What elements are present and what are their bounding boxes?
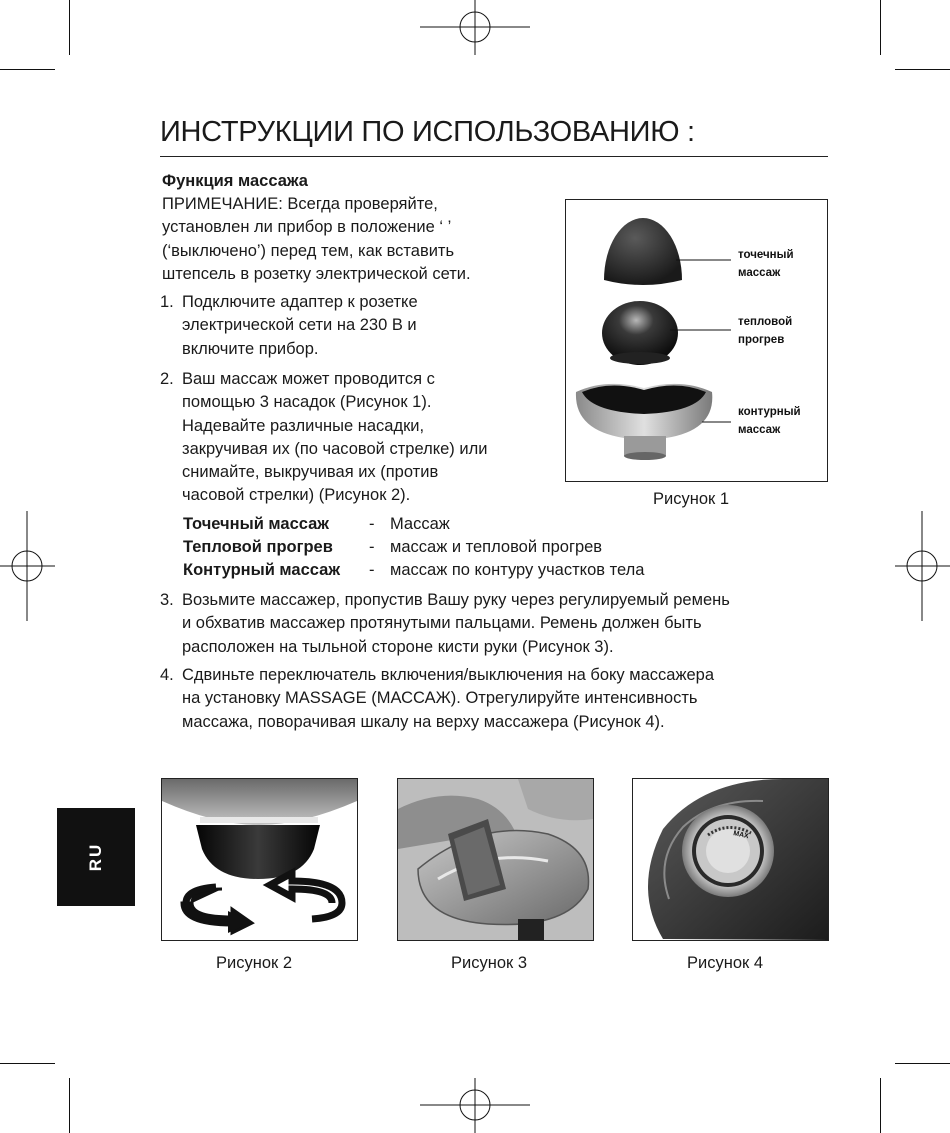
attachment-dash: -: [369, 515, 375, 533]
step-line: Надевайте различные насадки,: [182, 416, 425, 435]
step-line: закручивая их (по часовой стрелке) или: [182, 439, 488, 458]
attachment-description: массаж и тепловой прогрев: [390, 538, 603, 556]
figure-4: [632, 778, 829, 941]
section-heading: Функция массажа: [162, 172, 308, 190]
registration-mark-left: [0, 511, 55, 621]
step-line: часовой стрелки) (Рисунок 2).: [182, 486, 411, 505]
attachment-dash: -: [369, 561, 375, 579]
page-title: ИНСТРУКЦИИ ПО ИСПОЛЬЗОВАНИЮ :: [160, 116, 695, 148]
figure-4-caption: Рисунок 4: [687, 954, 763, 972]
figure-1-caption: Рисунок 1: [653, 490, 729, 508]
intensity-dial-illustration: [633, 779, 828, 940]
step-line: Ваш массаж может проводится с: [182, 370, 435, 388]
step-line: расположен на тыльной стороне кисти руки (Рисунок 3).: [182, 637, 614, 656]
figure-1: [565, 199, 828, 482]
step-line: и обхватив массажер протянутыми пальцами. Ремень должен быть: [182, 614, 702, 633]
step-number: 1.: [160, 293, 174, 311]
step-number: 4.: [160, 666, 174, 684]
registration-mark-bottom: [420, 1078, 530, 1133]
step-line: помощью 3 насадок (Рисунок 1).: [182, 393, 432, 412]
figure-1-label: [738, 403, 801, 439]
attachment-name: Контурный массаж: [183, 561, 341, 579]
step-line: на установку MASSAGE (МАССАЖ). Отрегулируйте интенсивность: [182, 689, 698, 708]
figure-3-caption: Рисунок 3: [451, 954, 527, 972]
label-line: массаж: [738, 424, 781, 436]
rotate-arrow-icon: [270, 873, 342, 919]
registration-mark-top: [420, 0, 530, 55]
label-line: контурный: [738, 406, 801, 418]
attachment-name: Точечный массаж: [183, 515, 330, 533]
figure-1-label: [738, 313, 792, 349]
point-massage-head: [604, 218, 682, 285]
label-line: точечный: [738, 249, 794, 261]
hand-strap-illustration: [398, 779, 593, 940]
language-code: RU: [86, 842, 105, 872]
step-line: Сдвиньте переключатель включения/выключения на боку массажера: [182, 666, 715, 684]
note-line: установлен ли прибор в положение ‘ ’: [162, 218, 452, 237]
step-line: массажа, поворачивая шкалу на верху массажера (Рисунок 4).: [182, 712, 665, 731]
step-line: Подключите адаптер к розетке: [182, 293, 418, 311]
step-line: снимайте, выкручивая их (против: [182, 463, 439, 482]
figure-1-label: [738, 246, 794, 282]
figure-2-caption: Рисунок 2: [216, 954, 292, 972]
label-line: прогрев: [738, 334, 785, 346]
title-divider: [160, 156, 828, 157]
note-line: штепсель в розетку электрической сети.: [162, 264, 471, 283]
dial-max-label: MAX: [732, 830, 750, 841]
step-line: электрической сети на 230 В и: [182, 316, 417, 335]
figure-2: [161, 778, 358, 941]
attachment-description: Массаж: [390, 515, 450, 533]
language-tab: [57, 808, 135, 906]
note-line: (‘выключено’) перед тем, как вставить: [162, 241, 455, 260]
attachment-description: массаж по контуру участков тела: [390, 561, 645, 579]
step-number: 2.: [160, 370, 174, 388]
step-line: включите прибор.: [182, 339, 319, 358]
label-line: массаж: [738, 267, 781, 279]
attachment-name: Тепловой прогрев: [183, 538, 333, 556]
note-text: [162, 193, 471, 286]
attachment-dash: -: [369, 538, 375, 556]
attach-rotation-illustration: [162, 779, 357, 940]
registration-mark-right: [895, 511, 950, 621]
label-line: тепловой: [738, 316, 793, 328]
note-line: ПРИМЕЧАНИЕ: Всегда проверяйте,: [162, 195, 438, 213]
step-line: Возьмите массажер, пропустив Вашу руку через регулируемый ремень: [182, 591, 730, 609]
step-number: 3.: [160, 591, 174, 609]
figure-3: [397, 778, 594, 941]
